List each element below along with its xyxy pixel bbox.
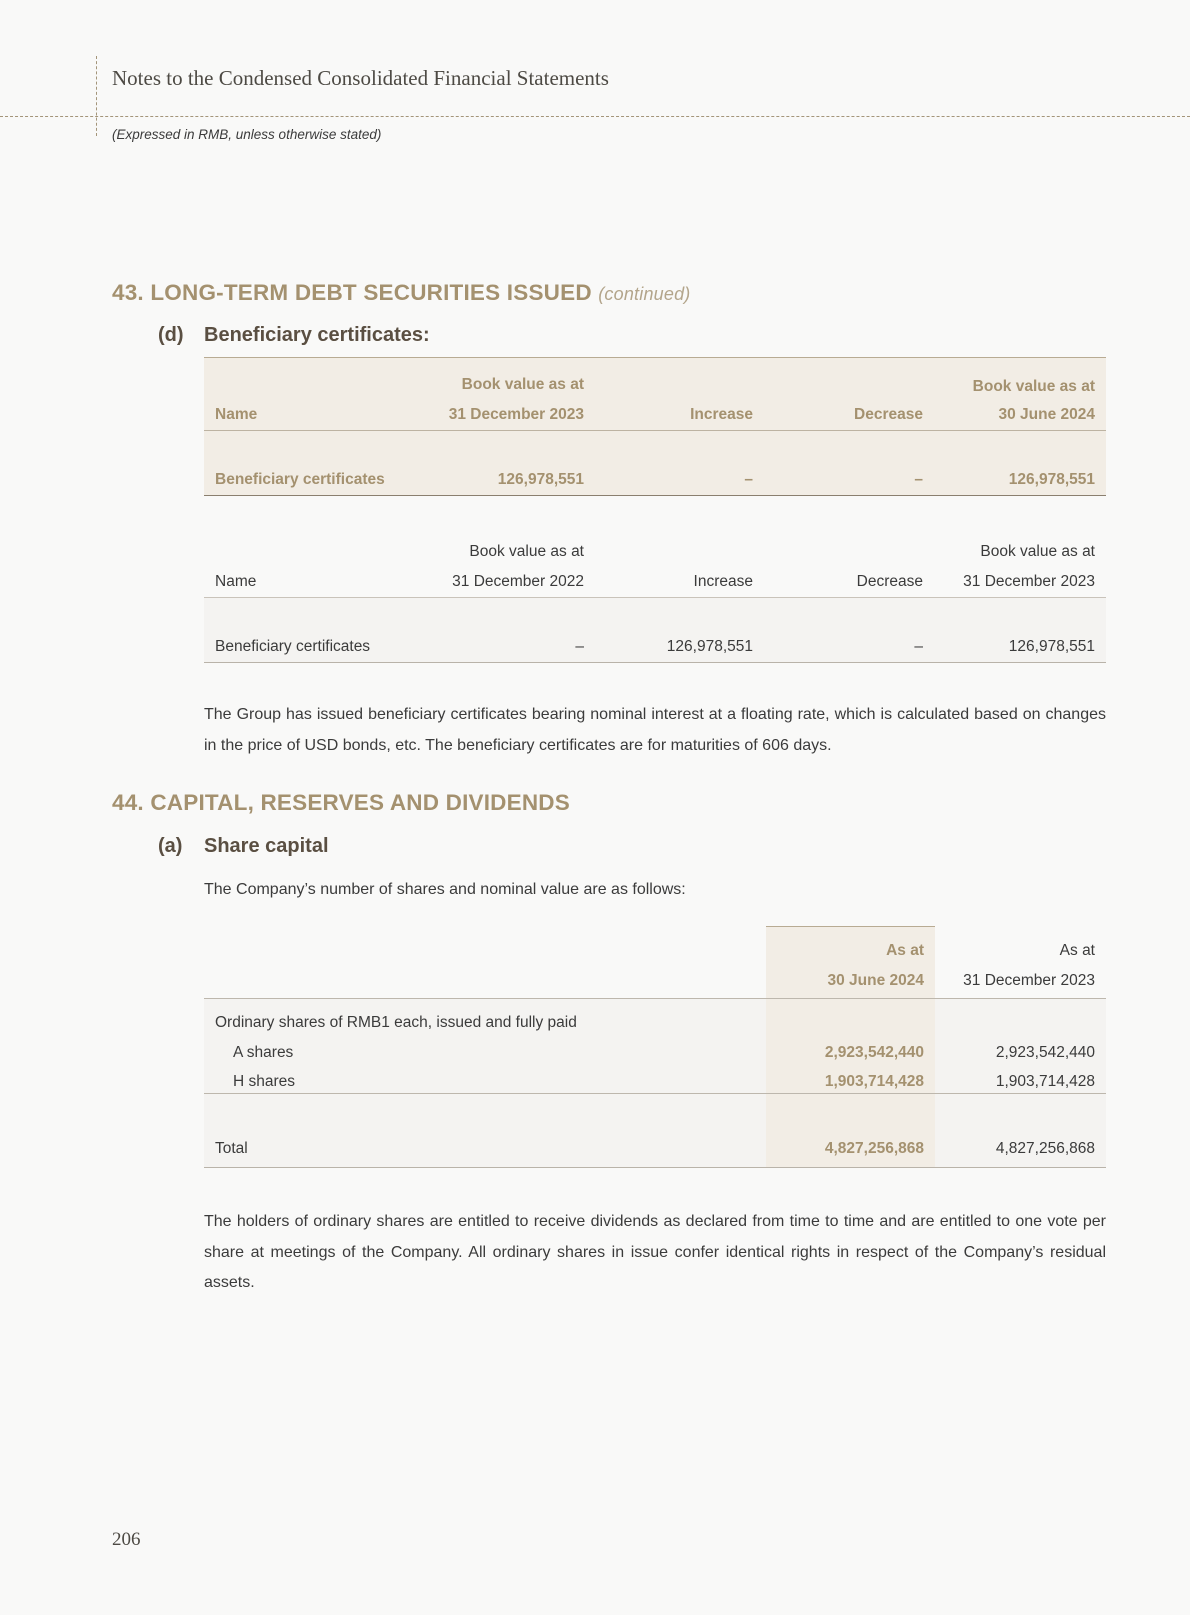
expressed-note: (Expressed in RMB, unless otherwise stated) — [112, 127, 382, 142]
header-opening-line2: 31 December 2022 — [452, 573, 584, 590]
row-closing: 126,978,551 — [1008, 471, 1095, 488]
col-prior-line2: 31 December 2023 — [963, 972, 1095, 989]
row-opening: – — [575, 638, 584, 655]
header-opening-line2: 31 December 2023 — [448, 406, 584, 423]
col-current-line1: As at — [886, 942, 924, 959]
header-decrease: Decrease — [854, 406, 923, 423]
beneficiary-table-current — [204, 357, 1106, 496]
row-total-label: Total — [215, 1140, 248, 1157]
header-name: Name — [215, 573, 257, 590]
subsection-a-title — [158, 835, 329, 858]
section-44-title — [112, 790, 570, 816]
row-closing: 126,978,551 — [1008, 638, 1095, 655]
row-opening: 126,978,551 — [497, 471, 584, 488]
header-opening-line1: Book value as at — [461, 376, 584, 393]
row-name: Beneficiary certificates — [215, 471, 385, 488]
table-header-row-1 — [204, 370, 1106, 400]
header-increase: Increase — [693, 573, 753, 590]
share-rights-note: The holders of ordinary shares are entitled to receive dividends as declared from time to time and are entitled to one vote per share at meetings of the Company. All ordinary shares in issue confer identical rights in respect of the Company’s residual assets. — [204, 1213, 1106, 1291]
continued-label: (continued) — [598, 284, 691, 304]
header-closing-line2: 30 June 2024 — [998, 406, 1095, 423]
row-h-shares-current: 1,903,714,428 — [824, 1073, 924, 1090]
row-increase: – — [744, 471, 753, 488]
subsection-d-title — [158, 324, 430, 347]
row-a-shares-current: 2,923,542,440 — [824, 1044, 924, 1061]
header-closing-line1: Book value as at — [980, 543, 1095, 560]
header-increase: Increase — [690, 406, 753, 423]
row-total-prior: 4,827,256,868 — [995, 1140, 1095, 1157]
table-body — [204, 598, 1106, 662]
row-h-shares-label: H shares — [233, 1073, 296, 1090]
header-opening-line1: Book value as at — [469, 543, 584, 560]
section-43-number: 43. — [112, 280, 144, 305]
col-current-line2: 30 June 2024 — [827, 972, 924, 989]
header-closing-line2: 31 December 2023 — [963, 573, 1095, 590]
share-capital-table — [204, 926, 1106, 1168]
table-header-row-1 — [204, 537, 1106, 567]
header-decrease: Decrease — [856, 573, 923, 590]
subsection-a-heading: Share capital — [204, 835, 329, 857]
subsection-d-label: (d) — [158, 324, 184, 346]
header-rule — [204, 998, 1106, 999]
header-closing-line1: Book value as at — [972, 378, 1095, 395]
row-a-shares-label: A shares — [233, 1044, 294, 1061]
row-name: Beneficiary certificates — [215, 638, 371, 655]
beneficiary-table-prior — [204, 537, 1106, 663]
section-44-heading: CAPITAL, RESERVES AND DIVIDENDS — [150, 790, 570, 815]
bottom-rule — [204, 1167, 1106, 1168]
header-name: Name — [215, 406, 258, 423]
beneficiary-note: The Group has issued beneficiary certificates bearing nominal interest at a floating rate, which is calculated based on changes in the price of USD bonds, etc. The beneficiary certificates are for maturities of 606 days. — [204, 706, 1106, 754]
page-number: 206 — [112, 1529, 141, 1550]
subtotal-rule — [204, 1093, 1106, 1094]
row-total-current: 4,827,256,868 — [824, 1140, 924, 1157]
row-decrease: – — [914, 638, 923, 655]
row-decrease: – — [914, 471, 923, 488]
table-row — [204, 632, 1106, 662]
col-prior-line1: As at — [1059, 942, 1095, 959]
row-a-shares-prior: 2,923,542,440 — [995, 1044, 1095, 1061]
header-horizontal-rule — [0, 116, 1190, 117]
table-row — [204, 465, 1106, 495]
section-44-number: 44. — [112, 790, 144, 815]
row-increase: 126,978,551 — [666, 638, 753, 655]
group-label: Ordinary shares of RMB1 each, issued and fully paid — [215, 1014, 577, 1031]
section-43-title — [112, 280, 691, 306]
section-43-heading: LONG-TERM DEBT SECURITIES ISSUED — [150, 280, 592, 305]
subsection-a-label: (a) — [158, 835, 183, 857]
running-title: Notes to the Condensed Consolidated Financial Statements — [112, 66, 609, 90]
row-h-shares-prior: 1,903,714,428 — [995, 1073, 1095, 1090]
header-vertical-rule — [96, 56, 97, 136]
table-header-row-2 — [204, 400, 1106, 431]
subsection-d-heading: Beneficiary certificates: — [204, 324, 430, 346]
table-header-row-2 — [204, 567, 1106, 598]
share-capital-intro: The Company’s number of shares and nominal value are as follows: — [204, 881, 686, 898]
